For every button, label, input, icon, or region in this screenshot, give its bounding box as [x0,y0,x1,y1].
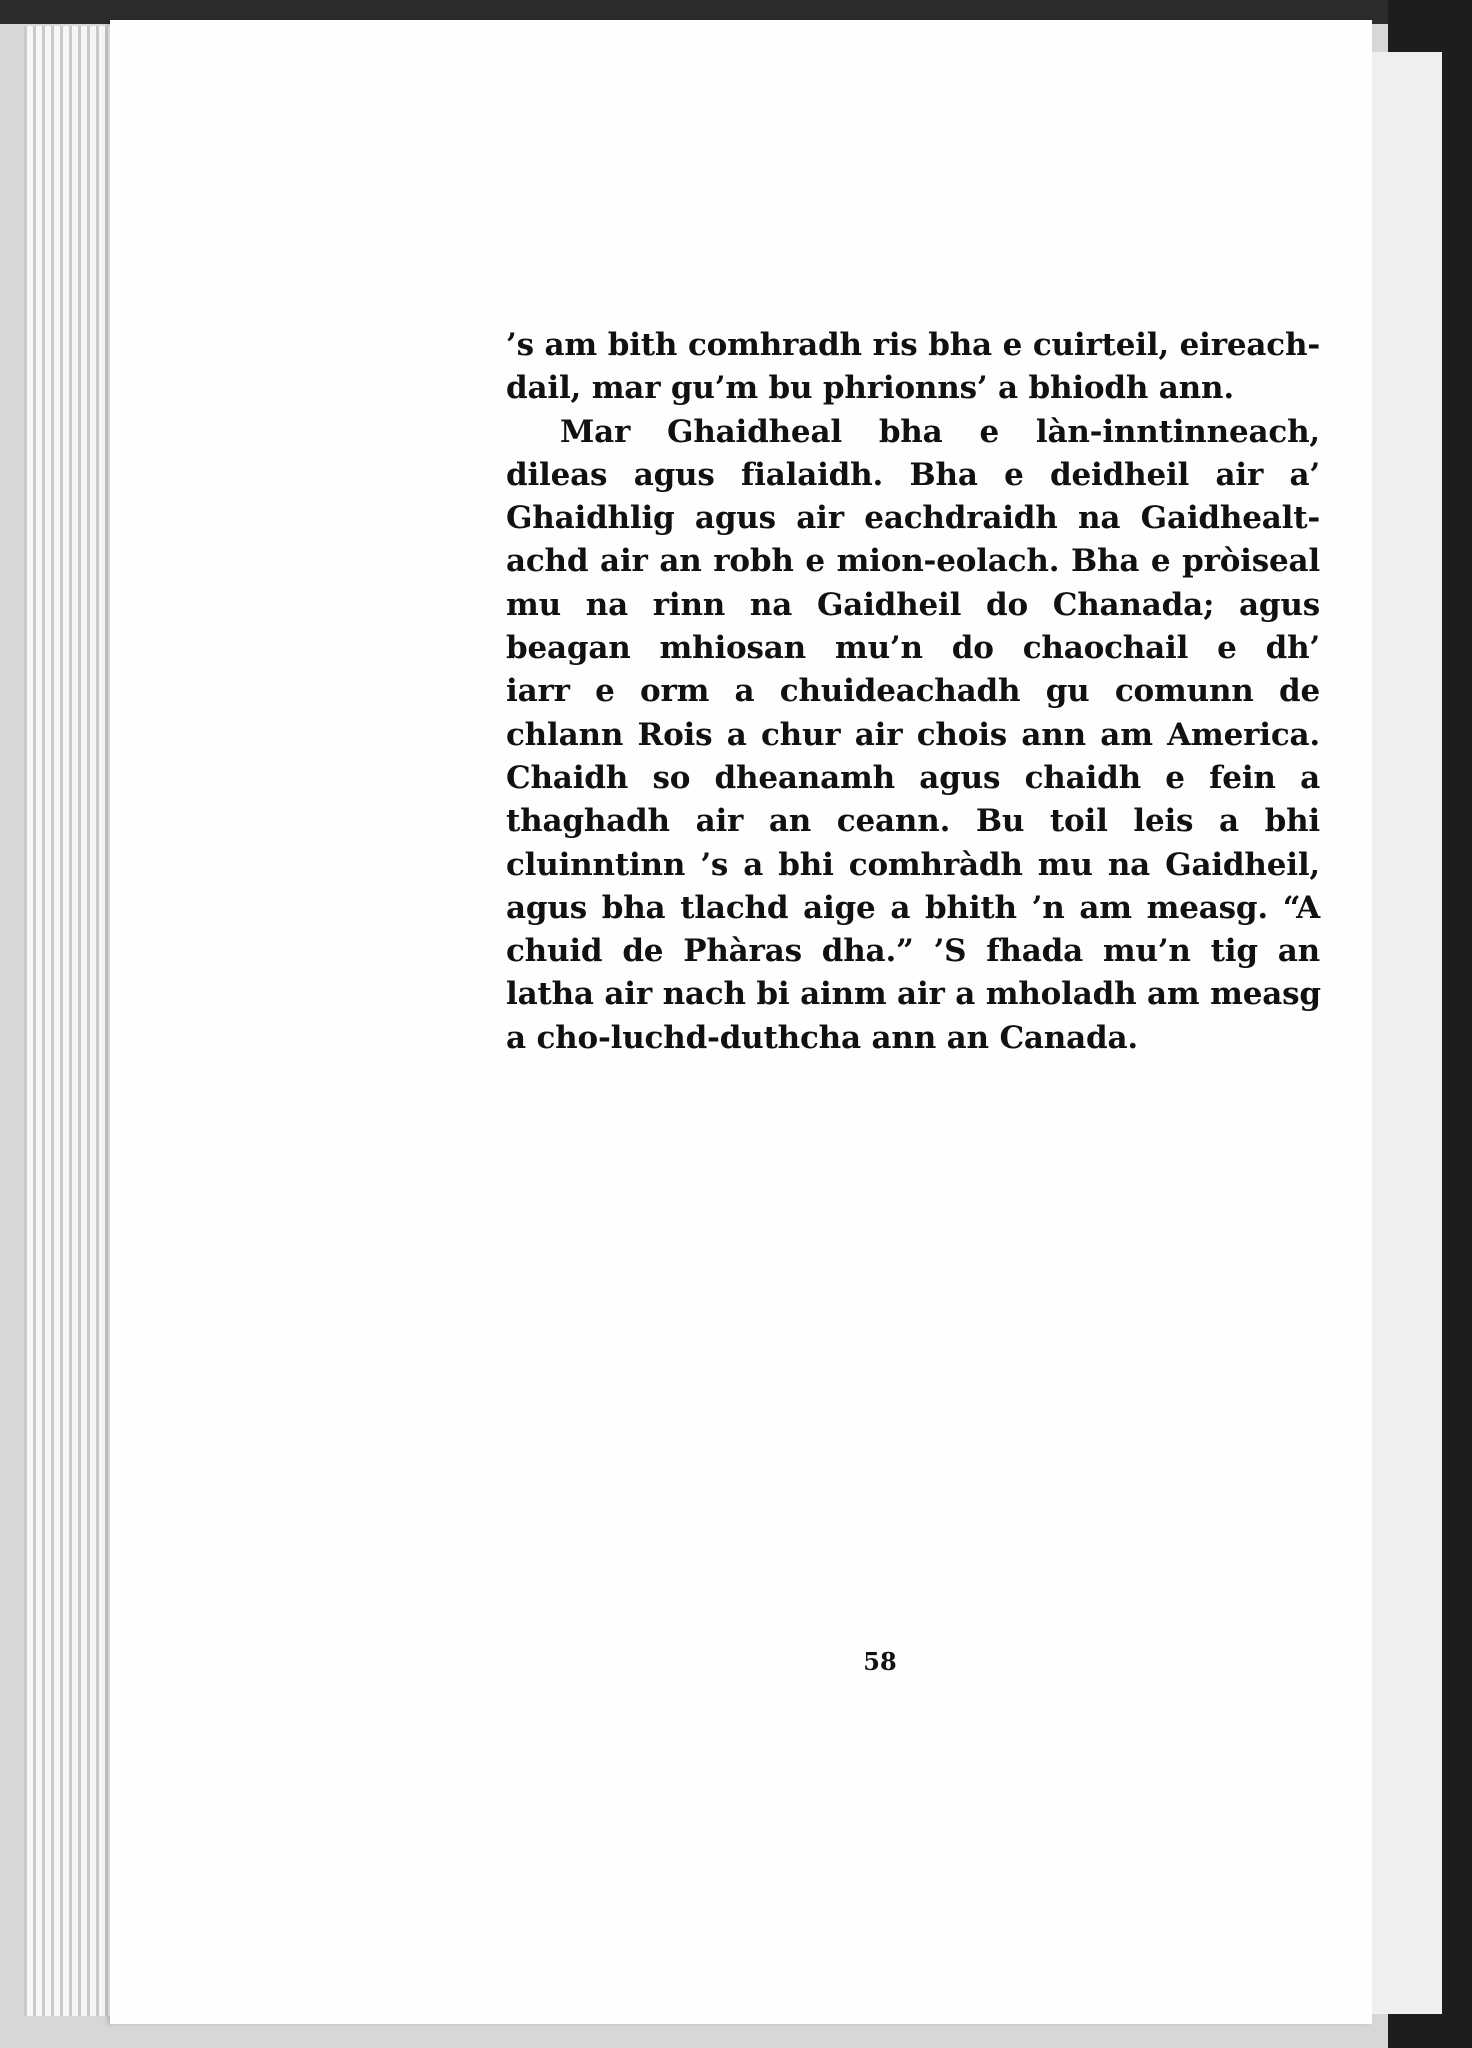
text-line: ’s am bith comhradh ris bha e cuirteil, eireach- [506,327,1320,363]
text-line: thaghadh air an ceann. Bu toil leis a bhi [506,803,1320,840]
text-line: chlann Rois a chur air chois ann am America. [506,716,1320,753]
body-text [506,324,1320,1060]
book-page [110,20,1372,2024]
text-line: dail, mar gu’m bu phrionns’ a bhiodh ann. [506,370,1234,407]
text-line: Chaidh so dheanamh agus chaidh e fein a [506,759,1320,796]
text-line: chuid de Phàras dha.” ’S fhada mu’n tig an [506,933,1320,970]
page-stack-edges [24,26,124,2016]
text-line: iarr e orm a chuideachadh gu comunn de [506,673,1320,710]
page-number: 58 [863,1647,897,1676]
text-line: cluinntinn ’s a bhi comhràdh mu na Gaidheil, [506,846,1320,883]
text-line: dileas agus fialaidh. Bha e deidheil air a’ [506,456,1320,493]
text-line: beagan mhiosan mu’n do chaochail e dh’ [506,630,1320,667]
text-line: latha air nach bi ainm air a mholadh am measg [506,976,1321,1013]
text-line: Ghaidhlig agus air eachdraidh na Gaidhealt- [506,500,1320,537]
text-line: achd air an robh e mion-eolach. Bha e pròiseal [506,543,1320,580]
text-line: agus bha tlachd aige a bhith ’n am measg. “A [506,889,1320,926]
facing-page-edge [1366,52,1442,2014]
text-line: a cho-luchd-duthcha ann an Canada. [506,1019,1138,1056]
text-line: Mar Ghaidheal bha e làn-inntinneach, [560,413,1320,450]
text-line: mu na rinn na Gaidheil do Chanada; agus [506,586,1320,623]
